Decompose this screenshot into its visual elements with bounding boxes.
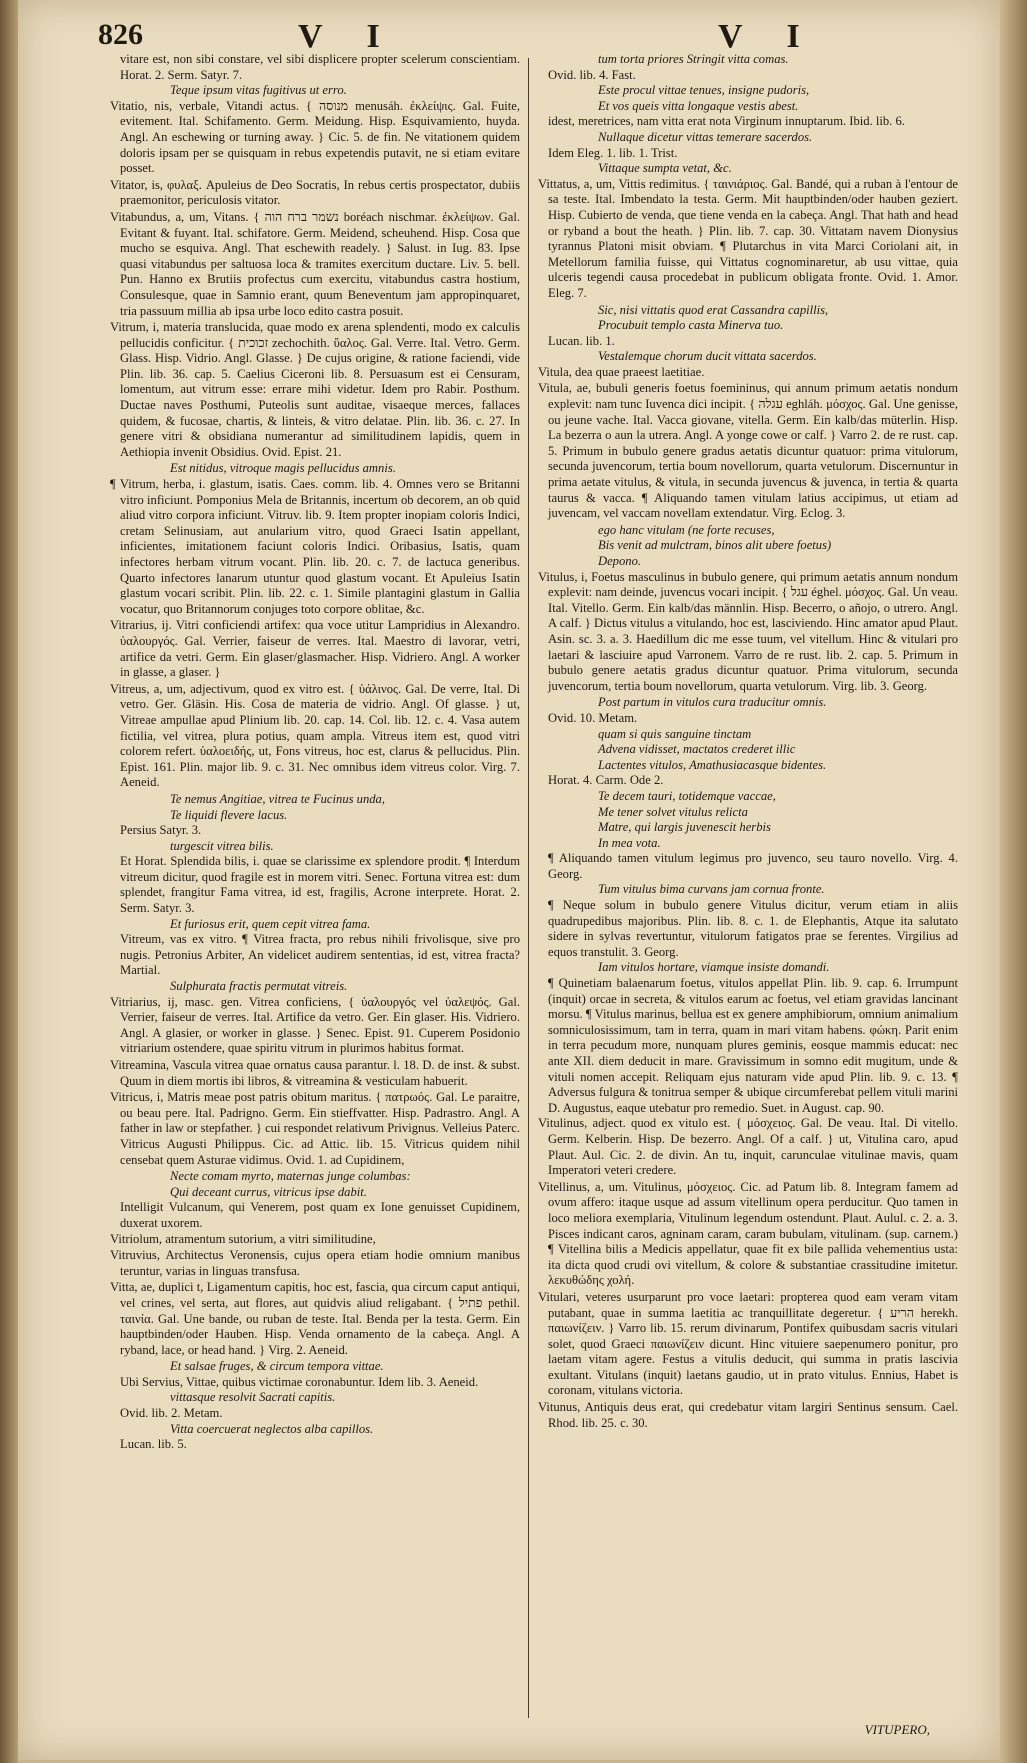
verse-quotation: Vittaque sumpta vetat, &c. bbox=[598, 161, 732, 176]
verse-quotation: ego hanc vitulam (ne forte recuses, bbox=[598, 522, 775, 537]
dictionary-entry: Vitabundus, a, um, Vitans. { נשמר ברח הוה boréach nischmar. ἐκλείψων. Gal. Evitant & fuyant. Ital. schifatore. Germ. Meidend, scheuhend. Hisp. Cosa que mucho se esquiva. Angl. That eschewith readely. } Salust. in Iug. 83. Ipse quasi vitabundus per saltuosa loca & tramites exercitum ductare. Liv. 5. bell. Pun. Hanno ex Brutiis profectus cum exercitu, vitabundus castra hostium, Consulesque, quae in Samnio erant, quum Beneventum jam appropinquaret, tria passuum millia ab ipsa urbe loco edito castra posuit. bbox=[110, 209, 520, 318]
dictionary-entry: Vitulus, i, Foetus masculinus in bubulo genere, qui primum aetatis annum nondum explevit: nam deinde, juvencus vocari incipit. { עגל éghel. μόσχος. Gal. Un veau. Ital. Vitello. Germ. Ein kalb/das männlin. Hisp. Becerro, o añojo, o utrero. Angl. A calf. } Dictus vitulus a vitulando, hoc est, lasciviendo. Hinc amator apud Plaut. Asin. sc. 3. a. 3. Haedillum dic me esse tuum, vel vitellum. Hinc & vitulari pro laetari & lasciuire apud Varronem. Varro de re rust. lib. 2. cap. 5. Primum in bubulo genere aetatis gradus dicuntur quatuor. Prima vitulorum, secunda juvencorum, tertia boum novellorum, quarta vetulorum. Virg. lib. 3. Georg. bbox=[538, 569, 958, 693]
dictionary-entry: Vitruvius, Architectus Veronensis, cujus opera etiam hodie omnium manibus teruntur, varias in linguas transfusa. bbox=[110, 1248, 520, 1278]
dictionary-entry: Vitricus, i, Matris meae post patris obitum maritus. { πατρωός. Gal. Le paraitre, ou beau pere. Ital. Padrigno. Germ. Ein stieffvatter. Hisp. Padrastro. Angl. A father in law or stepfather. } cui respondet relativum Privignus. Velleius Paterc. Vitricus Augusti Philippus. Cic. ad Attic. lib. 15. Vitricus quidem nihil censebat quem Asturae vidimus. Ovid. 1. ad Cupidinem, bbox=[110, 1090, 520, 1167]
entry-continuation: Ovid. lib. 2. Metam. bbox=[120, 1406, 223, 1421]
verse-quotation: Et salsae fruges, & circum tempora vittae. bbox=[170, 1359, 384, 1374]
dictionary-entry: Vitula, ae, bubuli generis foetus foemininus, qui annum primum aetatis nondum explevit: nam tunc Iuvenca dici incipit. { עגלה eghláh. μόσχος. Gal. Une genisse, ou jeune vache. Ital. Vacca giovane, vitella. Germ. Ein kalb/das müterlin. Hisp. La bezerra o aun la utrera. Angl. A yonge cowe or calf. } Varro 2. de re rust. cap. 5. Primum in bubulo genere gradus aetatis dicuntur quatuor: prima vitulorum, secunda juvencorum, tertia boum novellorum, quarta vetulorum. Discernuntur in prima aetate vitulus, & vitula, in secunda juvencus & juvenca, in tertia & quarta taurus & vacca. ¶ Aliquando tamen vitulam latius accipimus, ut etiam ad juvencam, vel vaccam novellam extendatur. Virg. Eclog. 3. bbox=[538, 381, 958, 521]
verse-quotation: Bis venit ad mulctram, binos alit ubere foetus) bbox=[598, 538, 832, 553]
header-letters-right: V I bbox=[718, 18, 818, 55]
verse-quotation: Vitta coercuerat neglectos alba capillos. bbox=[170, 1421, 374, 1436]
entry-continuation: Horat. 4. Carm. Ode 2. bbox=[548, 773, 664, 788]
entry-continuation: Vitreum, vas ex vitro. ¶ Vitrea fracta, pro rebus nihili frivolisque, sive pro nugis. Petronius Arbiter, An videlicet audirem sententias, id est, vitrea fracta? Martial. bbox=[120, 932, 520, 978]
dictionary-entry: Vitula, dea quae praeest laetitiae. bbox=[538, 364, 705, 379]
verse-quotation: Procubuit templo casta Minerva tuo. bbox=[598, 318, 784, 333]
dictionary-entry: Vittatus, a, um, Vittis redimitus. { ταινιάριος. Gal. Bandé, qui a ruban à l'entour de sa teste. Ital. Imbendato la testa. Germ. Mit hauptbinden/oder hauben geziert. Hisp. Cubierto de venda, que tiene venda en la cabeça. Angl. That hath and head or ryband a bout the heath. } Plin. lib. 7. cap. 30. Vittatam navem Dionysius tyrannus Platoni misit obviam. ¶ Plutarchus in vita Marci Coriolani ait, in Metellorum familia fuisse, qui Vittatus cognominaretur, ab usu vittae, quia ulceris tegendi causa procedebat in publicum obligata fronte. Ovid. 1. Amor. Eleg. 7. bbox=[538, 176, 958, 300]
entry-continuation: idest, meretrices, nam vitta erat nota Virginum innuptarum. Ibid. lib. 6. bbox=[548, 114, 905, 129]
entry-continuation: Ubi Servius, Vittae, quibus victimae coronabuntur. Idem lib. 3. Aeneid. bbox=[120, 1374, 479, 1389]
dictionary-entry: ¶ Vitrum, herba, i. glastum, isatis. Caes. comm. lib. 4. Omnes vero se Britanni vitro inficiunt. Pomponius Mela de Britannis, incertum ob decorem, an ob quid aliud vitro corpora inficiunt. Vitruv. lib. 9. Item propter inopiam coloris Indici, cretam Selinusiam, aut anularium vitro, quod Graeci Isatin appellant, inficientes, imitationem faciunt coloris Indici. Oribasius, Isatis, quam infectores herbam vitrum vocant. Plin. lib. 20. c. 7. de lactuca generibus. Quarto infectores lanarum utuntur quod glastum vocant. Et Apuleius Isatin glastum vocari scribit. Plin. lib. 22. c. 1. Simile plantagini glastum in Gallia vocatur, quo Britannorum conjuges toto corpore oblitae, &c. bbox=[110, 477, 520, 616]
dictionary-entry: Vitator, is, φυλαξ. Apuleius de Deo Socratis, In rebus certis prospectator, dubiis praemonitor, periculosis vitator. bbox=[110, 177, 520, 208]
dictionary-entry: Vitunus, Antiquis deus erat, qui credebatur vitam largiri Sentinus sensum. Cael. Rhod. lib. 25. c. 30. bbox=[538, 1400, 958, 1430]
dictionary-entry: Vitulinus, adject. quod ex vitulo est. { μόσχειος. Gal. De veau. Ital. Di vitello. Germ. Kelberin. Hisp. De bezerro. Angl. Of a calf. } ut, Vitulina caro, apud Plaut. Aul. Cic. 2. de divin. An tu, inquit, carunculae vitulinae mavis, quam Imperatori veteri credere. bbox=[538, 1116, 958, 1178]
page-number: 826 bbox=[98, 18, 143, 51]
verse-quotation: Te nemus Angitiae, vitrea te Fucinus unda, bbox=[170, 791, 386, 806]
catchword: VITUPERO, bbox=[864, 1722, 930, 1737]
verse-quotation: Este procul vittae tenues, insigne pudoris, bbox=[598, 83, 810, 98]
left-column bbox=[110, 52, 520, 1742]
verse-quotation: In mea vota. bbox=[598, 835, 661, 850]
verse-quotation: Tum vitulus bima curvans jam cornua fronte. bbox=[598, 882, 825, 897]
verse-quotation: Qui deceant currus, vitricus ipse dabit. bbox=[170, 1184, 367, 1199]
dictionary-entry: Vitriolum, atramentum sutorium, a vitri similitudine, bbox=[110, 1231, 376, 1246]
verse-quotation: turgescit vitrea bilis. bbox=[170, 838, 274, 853]
dictionary-entry: Vitrarius, ij. Vitri conficiendi artifex: qua voce utitur Lampridius in Alexandro. ὑαλουργός. Gal. Verrier, faiseur de verres. Ital. Maestro di lavorar, vetri, artifice da vetri. Germ. Ein glaser/glasmacher. Hisp. Vidriero. Angl. A worker in glasse, a glaser. } bbox=[110, 618, 520, 680]
entry-continuation: Ovid. 10. Metam. bbox=[548, 710, 638, 725]
verse-quotation: Me tener solvet vitulus relicta bbox=[598, 804, 748, 819]
verse-quotation: Matre, qui largis juvenescit herbis bbox=[598, 820, 771, 835]
book-page bbox=[18, 0, 1000, 1760]
dictionary-entry: Vitellinus, a, um. Vitulinus, μόσχειος. Cic. ad Patum lib. 8. Integram famem ad ovum affero: itaque usque ad assum vitellinum opera perducitur. Quo tamen in loco meliora exemplaria, Vitulinum legendum ostendunt. Plaut. Aulul. c. 2. a. 3. Pisces indicant caros, agninam caram, caram bubulam, vitulinam. (sup. carnem.) ¶ Vitellina bilis a Medicis appellatur, quae fit ex bile pallida vehementius usta: ita dicta quod crudi ovi vitellum, & colore & substantiae crassitudine imitetur. λεκυθώδης χολή. bbox=[538, 1179, 958, 1288]
column-divider bbox=[528, 58, 529, 1718]
header-letters-left: V I bbox=[298, 18, 398, 55]
entry-continuation: Lucan. lib. 1. bbox=[548, 333, 615, 348]
verse-quotation: tum torta priores Stringit vitta comas. bbox=[598, 52, 789, 66]
verse-quotation: Vestalemque chorum ducit vittata sacerdos. bbox=[598, 349, 817, 364]
entry-continuation: Intelligit Vulcanum, qui Venerem, post quam ex Ione genuisset Cupidinem, duxerat uxorem. bbox=[120, 1200, 520, 1230]
page-edge-right bbox=[1000, 0, 1027, 1763]
entry-continuation: Idem Eleg. 1. lib. 1. Trist. bbox=[548, 145, 678, 160]
entry-continuation: Ovid. lib. 4. Fast. bbox=[548, 67, 636, 82]
right-column bbox=[538, 52, 958, 1742]
entry-continuation: Persius Satyr. 3. bbox=[120, 823, 202, 838]
verse-quotation: Necte comam myrto, maternas junge columbas: bbox=[170, 1169, 411, 1184]
verse-quotation: Sic, nisi vittatis quod erat Cassandra capillis, bbox=[598, 302, 829, 317]
dictionary-entry: Vitatio, nis, verbale, Vitandi actus. { מנוסה menusáh. ἐκλείψις. Gal. Fuite, evitement. Ital. Schifamento. Germ. Meidung. Hisp. Esquivamiento, huyda. Angl. An eschewing or turning away. } Cic. 5. de fin. Ne vitationem quidem doloris ipsam per se quisquam in rebus expetendis putavit, ne si etiam evitare posset. bbox=[110, 98, 520, 176]
verse-quotation: Iam vitulos hortare, viamque insiste domandi. bbox=[598, 960, 830, 975]
verse-quotation: quam si quis sanguine tinctam bbox=[598, 726, 752, 741]
dictionary-entry: Vitreamina, Vascula vitrea quae ornatus causa parantur. l. 18. D. de inst. & subst. Quum in diem mortis ibi libros, & vitreamina & vesticulam habuerit. bbox=[110, 1058, 520, 1088]
verse-quotation: Lactentes vitulos, Amathusiacasque bidentes. bbox=[598, 757, 827, 772]
dictionary-entry: Vitta, ae, duplici t, Ligamentum capitis, hoc est, fascia, qua circum caput antiqui, vel crines, vel serta, aut flores, aut quidvis aliud religabant. { פתיל pethil. ταινία. Gal. Une bande, ou ruban de teste. Ital. Benda per la testa. Germ. Ein hauptbinden/oder Hauben. Hisp. Venda ornamento de la cabeça. Angl. A ryband, lace, or head hand. } Virg. 2. Aeneid. bbox=[110, 1280, 520, 1357]
verse-quotation: Et vos queis vitta longaque vestis abest. bbox=[598, 98, 799, 113]
dictionary-entry: Vitreus, a, um, adjectivum, quod ex vitro est. { ὑάλινος. Gal. De verre, Ital. Di vetro. Ger. Gläsin. His. Cosa de materia de vidrio. Angl. Of glasse. } ut, Vitreae ampullae apud Plinium lib. 20. cap. 14. Col. lib. 12. c. 4. Vasa autem fictilia, vel vitrea, plura potius, quam ampla. Vitreus item est, quod vitri colorem refert. ὑαλοειδής, ut, Fons vitreus, hoc est, clarus & pellucidus. Plin. Epist. 161. Plin. major lib. 9. c. 31. Nec omnibus idem vitreus color. Virg. 7. Aeneid. bbox=[110, 681, 520, 790]
entry-continuation: vitare est, non sibi constare, vel sibi displicere propter scelerum conscientiam. Horat. 2. Serm. Satyr. 7. bbox=[120, 52, 520, 82]
entry-continuation: Et Horat. Splendida bilis, i. quae se clarissime ex splendore prodit. ¶ Interdum vitreum dicitur, quod fragile est in morem vitri. Senec. Fortuna vitrea est: dum splendet, frangitur Fama vitrea, id est, fragilis, Acrone interprete. Horat. 2. Serm. Satyr. 3. bbox=[120, 854, 520, 916]
verse-quotation: Post partum in vitulos cura traducitur omnis. bbox=[598, 695, 827, 710]
verse-quotation: Te decem tauri, totidemque vaccae, bbox=[598, 788, 776, 803]
entry-continuation: Lucan. lib. 5. bbox=[120, 1437, 187, 1452]
dictionary-entry: Vitrum, i, materia translucida, quae modo ex arena splendenti, modo ex calculis pellucidis conficitur. { זכוכית zechochith. ὕαλος. Gal. Verre. Ital. Vetro. Germ. Glass. Hisp. Vidrio. Angl. Glasse. } De cujus origine, & ratione faciendi, vide Plin. lib. 36. cap. 5. Caelius Ciceroni lib. 8. Persuasum est ei Censuram, lomentum, aut vitrum esse: errare mihi videtur. Idem pro Rabir. Posthum. Ductae naves Posthumi, Puteolis sunt auditae, visaeque merces, fallaces quidem, & fucosae, chartis, & linteis, & vitro delatae. Plin. lib. 36. c. 27. In genere vitri & obsidiana numerantur ad similitudinem lapidis, quem in Aethiopia invenit Obsidius. Ovid. Epist. 21. bbox=[110, 320, 520, 459]
verse-quotation: Est nitidus, vitroque magis pellucidus amnis. bbox=[170, 461, 396, 476]
verse-quotation: Teque ipsum vitas fugitivus ut erro. bbox=[170, 83, 347, 98]
verse-quotation: Sulphurata fractis permutat vitreis. bbox=[170, 979, 348, 994]
dictionary-entry: Vitulari, veteres usurparunt pro voce laetari: propterea quod eam veram vitam putabant, quae in summa laetitia ac tranquillitate degeretur. { הריע herekh. παιωνίζειν. } Varro lib. 15. rerum divinarum, Pontifex quibusdam sacris vitulari solet, quod Graeci παιωνίζειν dicunt. Hinc vituiere saepenumero ponitur, pro laetam vitam agere. Festus a vitulis deducit, qui summa in pratis lascivia exultant. Vitulans (inquit) laetans gaudio, ut in prato vitulus. Ennius, Habet is coronam, vitulans victoria. bbox=[538, 1289, 958, 1398]
verse-quotation: vittasque resolvit Sacrati capitis. bbox=[170, 1390, 336, 1405]
page-edge-left bbox=[0, 0, 18, 1763]
verse-quotation: Advena vidisset, mactatos crederet illic bbox=[598, 742, 796, 757]
dictionary-entry: Vitriarius, ij, masc. gen. Vitrea conficiens, { ὑαλουργός vel ὑαλεψός. Gal. Verrier, faiseur de verres. Ital. Artifice da vetro. Ger. Ein glaser. His. Vidriero. Angl. A glasier, or worker in glasse. } Senec. Epist. 91. Cuperem Posidonio vitriarium ostendere, quae spiritu vitrum in plurimos habitus format. bbox=[110, 994, 520, 1056]
verse-quotation: Nullaque dicetur vittas temerare sacerdos. bbox=[598, 129, 813, 144]
verse-quotation: Te liquidi flevere lacus. bbox=[170, 807, 288, 822]
verse-quotation: Depono. bbox=[598, 554, 642, 568]
entry-continuation: ¶ Aliquando tamen vitulum legimus pro juvenco, seu tauro novello. Virg. 4. Georg. bbox=[548, 851, 958, 881]
entry-continuation: ¶ Quinetiam balaenarum foetus, vitulos appellat Plin. lib. 9. cap. 6. Irrumpunt (inquit) orcae in secreta, & vitulos earum ac foetus, vel etiam gravidas lancinant morsu. ¶ Vitulus marinus, bellua est ex genere amphibiorum, omnium animalium somniculosissimum, tam in terra, quam in mari vitam habens. φώκη. Parit enim in terra pecudum more, nunquam plures geminis, eosque mammis educat: nec ante XII. diem deducit in mare. Gravissimum in somno edit mugitum, unde & vituli nomen accepit. Reliquam ejus naturam vide apud Plin. lib. 9. c. 13. ¶ Adversus fulgura & tonitrua semper & ubique circumferebat pellem vituli marini D. Augustus, eaque utebatur pro remedio. Suet. in August. cap. 90. bbox=[548, 976, 958, 1115]
entry-continuation: ¶ Neque solum in bubulo genere Vitulus dicitur, verum etiam in aliis quadrupedibus majoribus. Plin. lib. 8. c. 1. de Elephantis, Atque ita salutato sidere in sylvas revertuntur, vitulorum fatigatos prae se ferentes. Virgilius ad equos transtulit. 3. Georg. bbox=[548, 898, 958, 959]
verse-quotation: Et furiosus erit, quem cepit vitrea fama. bbox=[170, 916, 371, 931]
